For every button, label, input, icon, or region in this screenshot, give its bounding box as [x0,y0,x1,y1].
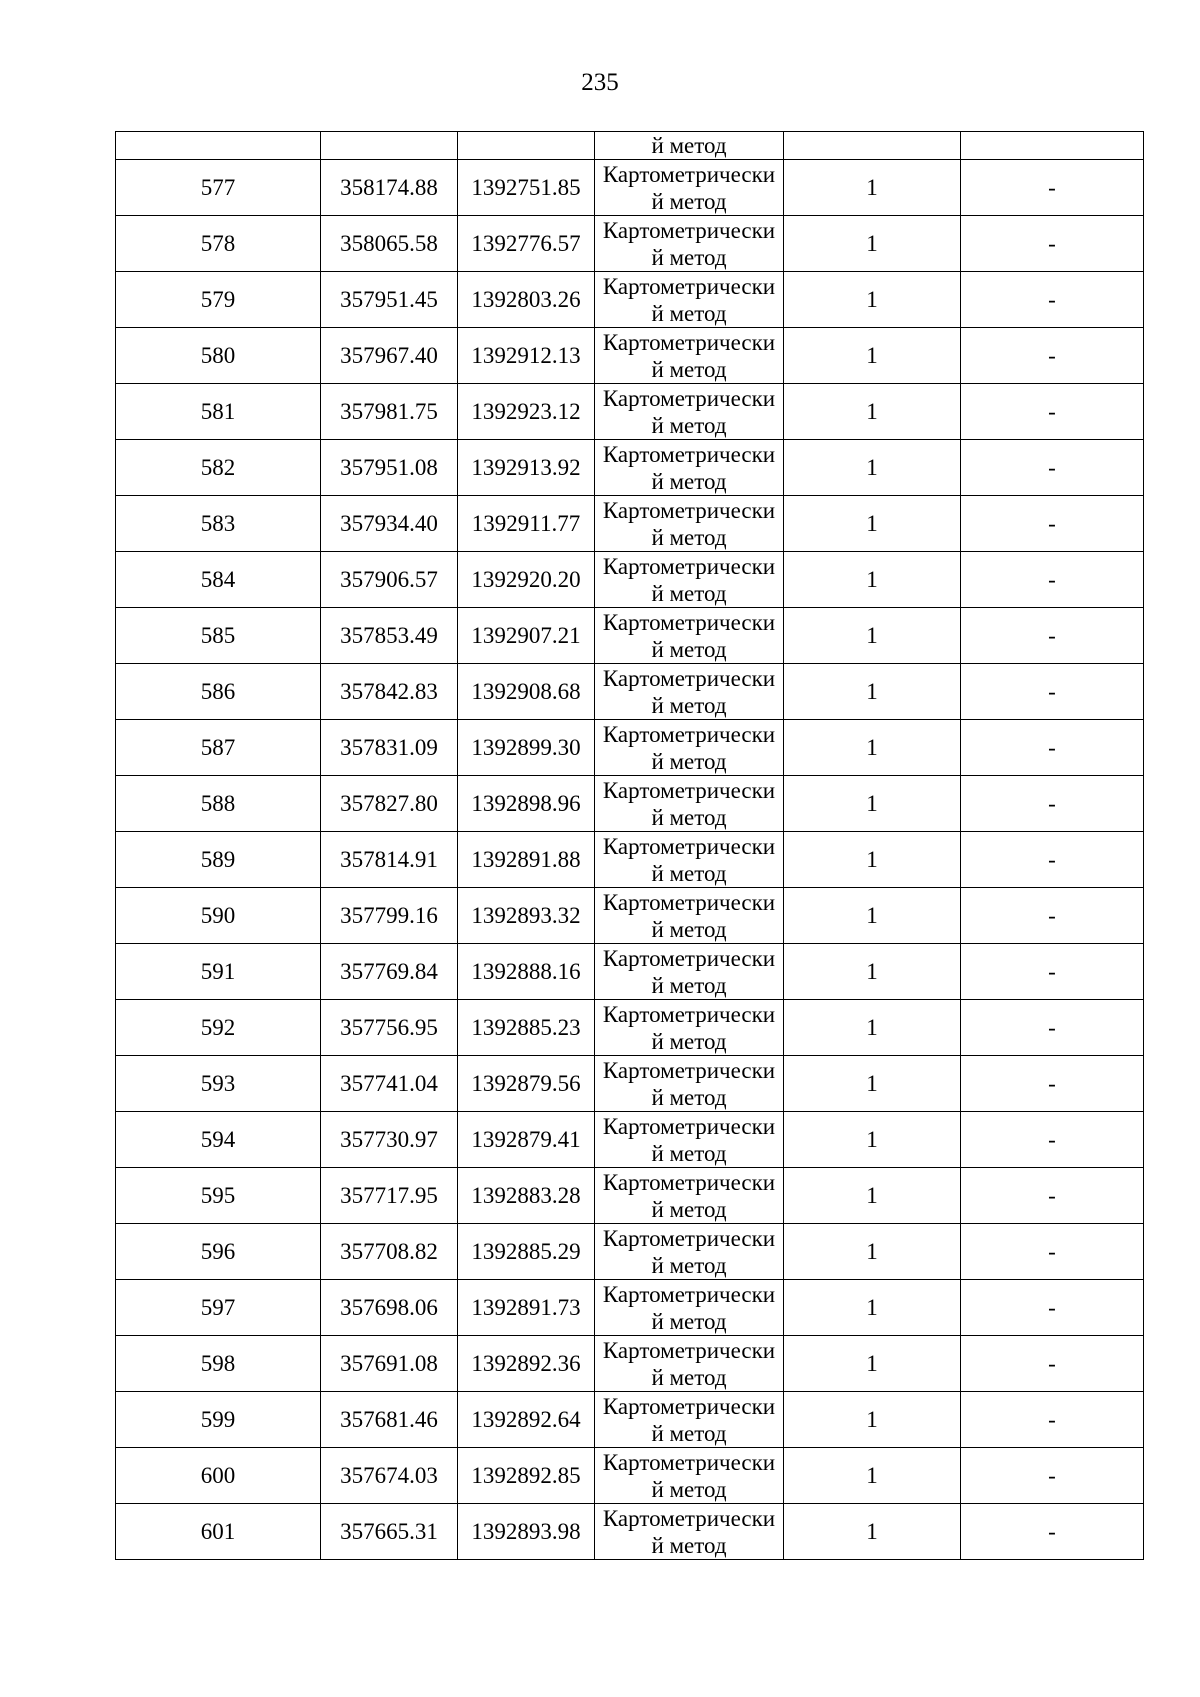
cell-x: 357842.83 [321,664,458,720]
table-row [116,888,1144,944]
cell-note: - [961,216,1144,272]
method-line: Картометрически [602,665,776,691]
method-line: Картометрически [602,945,776,971]
cell-num: 578 [116,216,321,272]
cell-y: 1392898.96 [458,776,595,832]
method-line: Картометрически [602,273,776,299]
cell-num [116,132,321,160]
cell-note: - [961,832,1144,888]
table-row [116,608,1144,664]
cell-num: 596 [116,1224,321,1280]
cell-x: 357769.84 [321,944,458,1000]
method-line: й метод [651,1308,727,1334]
cell-note: - [961,1224,1144,1280]
cell-note: - [961,1336,1144,1392]
method-line: Картометрически [602,329,776,355]
cell-note: - [961,1392,1144,1448]
cell-precision: 1 [784,328,961,384]
cell-y: 1392892.85 [458,1448,595,1504]
cell-y: 1392923.12 [458,384,595,440]
cell-y: 1392883.28 [458,1168,595,1224]
cell-precision: 1 [784,272,961,328]
cell-precision: 1 [784,1392,961,1448]
method-line: Картометрически [602,1001,776,1027]
table-row [116,440,1144,496]
cell-y: 1392879.56 [458,1056,595,1112]
cell-precision: 1 [784,608,961,664]
method-line: Картометрически [602,833,776,859]
cell-num: 585 [116,608,321,664]
cell-method [595,496,784,552]
cell-method [595,1336,784,1392]
cell-y: 1392893.32 [458,888,595,944]
method-line: й метод [651,412,727,438]
cell-num: 597 [116,1280,321,1336]
method-line: Картометрически [602,497,776,523]
cell-x: 357967.40 [321,328,458,384]
cell-x: 357741.04 [321,1056,458,1112]
method-line: й метод [651,1084,727,1110]
table-row [116,1168,1144,1224]
method-line: й метод [651,1476,727,1502]
cell-method [595,1112,784,1168]
cell-precision: 1 [784,664,961,720]
cell-y: 1392911.77 [458,496,595,552]
cell-x: 357756.95 [321,1000,458,1056]
cell-x: 357934.40 [321,496,458,552]
cell-precision: 1 [784,1000,961,1056]
cell-method [595,608,784,664]
cell-x: 357981.75 [321,384,458,440]
cell-method [595,888,784,944]
cell-precision: 1 [784,720,961,776]
cell-note: - [961,1280,1144,1336]
cell-num: 588 [116,776,321,832]
cell-x: 357691.08 [321,1336,458,1392]
method-line: Картометрически [602,161,776,187]
cell-note: - [961,1504,1144,1560]
cell-x: 357951.08 [321,440,458,496]
cell-method [595,1448,784,1504]
cell-y: 1392920.20 [458,552,595,608]
cell-precision: 1 [784,944,961,1000]
cell-y: 1392879.41 [458,1112,595,1168]
table-row [116,552,1144,608]
cell-precision: 1 [784,888,961,944]
method-line: Картометрически [602,217,776,243]
cell-note: - [961,1448,1144,1504]
method-line: й метод [651,1196,727,1222]
table-row [116,720,1144,776]
cell-note: - [961,664,1144,720]
cell-note: - [961,328,1144,384]
method-line: Картометрически [602,889,776,915]
cell-x: 357951.45 [321,272,458,328]
continuation-row [116,132,1144,160]
cell-num: 587 [116,720,321,776]
method-line: Картометрически [602,1169,776,1195]
method-line: й метод [651,804,727,830]
table-row [116,216,1144,272]
cell-num: 592 [116,1000,321,1056]
cell-precision: 1 [784,160,961,216]
cell-note: - [961,440,1144,496]
cell-note: - [961,1056,1144,1112]
cell-y: 1392899.30 [458,720,595,776]
cell-method [595,440,784,496]
method-line: Картометрически [602,1057,776,1083]
cell-note: - [961,1112,1144,1168]
cell-x: 357717.95 [321,1168,458,1224]
cell-method [595,1056,784,1112]
cell-note: - [961,496,1144,552]
cell-x: 357814.91 [321,832,458,888]
cell-num: 594 [116,1112,321,1168]
method-line: й метод [651,524,727,550]
cell-method: й метод [595,132,784,160]
method-line: й метод [651,300,727,326]
cell-precision: 1 [784,552,961,608]
cell-precision: 1 [784,1336,961,1392]
cell-method [595,552,784,608]
cell-num: 591 [116,944,321,1000]
cell-x: 357827.80 [321,776,458,832]
method-line: й метод [651,356,727,382]
cell-method [595,832,784,888]
cell-precision: 1 [784,496,961,552]
cell-method [595,1392,784,1448]
cell-x: 358065.58 [321,216,458,272]
cell-y: 1392912.13 [458,328,595,384]
cell-precision: 1 [784,1112,961,1168]
table-row [116,1056,1144,1112]
cell-method [595,1280,784,1336]
cell-note: - [961,888,1144,944]
cell-method [595,776,784,832]
cell-num: 577 [116,160,321,216]
cell-num: 595 [116,1168,321,1224]
cell-y: 1392803.26 [458,272,595,328]
cell-precision: 1 [784,440,961,496]
table-row [116,1112,1144,1168]
cell-y [458,132,595,160]
table-row [116,1448,1144,1504]
cell-method [595,328,784,384]
method-line: й метод [651,1252,727,1278]
table-row [116,1336,1144,1392]
method-line: Картометрически [602,1225,776,1251]
cell-method [595,720,784,776]
cell-x: 357708.82 [321,1224,458,1280]
cell-y: 1392891.88 [458,832,595,888]
cell-precision [784,132,961,160]
cell-note: - [961,944,1144,1000]
cell-note: - [961,1168,1144,1224]
cell-method [595,384,784,440]
cell-num: 584 [116,552,321,608]
method-line: й метод [651,1364,727,1390]
table-row [116,664,1144,720]
cell-x: 357681.46 [321,1392,458,1448]
method-line: Картометрически [602,441,776,467]
method-line: Картометрически [602,1281,776,1307]
method-line: й метод [651,972,727,998]
cell-num: 601 [116,1504,321,1560]
method-line: Картометрически [602,1393,776,1419]
method-line: й метод [651,244,727,270]
cell-x: 357853.49 [321,608,458,664]
cell-y: 1392885.29 [458,1224,595,1280]
cell-method [595,216,784,272]
table-row [116,384,1144,440]
cell-x: 357665.31 [321,1504,458,1560]
cell-y: 1392891.73 [458,1280,595,1336]
cell-y: 1392888.16 [458,944,595,1000]
cell-note: - [961,272,1144,328]
cell-num: 581 [116,384,321,440]
table-row [116,1000,1144,1056]
method-line: й метод [651,636,727,662]
cell-note: - [961,608,1144,664]
cell-y: 1392907.21 [458,608,595,664]
table-row [116,1392,1144,1448]
method-line: Картометрически [602,609,776,635]
method-line: й метод [651,860,727,886]
cell-x: 358174.88 [321,160,458,216]
cell-num: 590 [116,888,321,944]
cell-y: 1392751.85 [458,160,595,216]
method-line: й метод [651,1532,727,1558]
table-row [116,160,1144,216]
cell-num: 600 [116,1448,321,1504]
cell-x: 357799.16 [321,888,458,944]
method-line: й метод [651,1140,727,1166]
cell-method [595,664,784,720]
cell-y: 1392908.68 [458,664,595,720]
table-row [116,944,1144,1000]
method-line: й метод [651,1420,727,1446]
cell-note [961,132,1144,160]
method-line: й метод [651,468,727,494]
cell-x: 357831.09 [321,720,458,776]
cell-x [321,132,458,160]
cell-precision: 1 [784,1280,961,1336]
table-row [116,1224,1144,1280]
cell-num: 579 [116,272,321,328]
cell-precision: 1 [784,776,961,832]
cell-note: - [961,384,1144,440]
cell-note: - [961,160,1144,216]
cell-num: 593 [116,1056,321,1112]
cell-y: 1392892.64 [458,1392,595,1448]
cell-note: - [961,720,1144,776]
coordinates-table [115,131,1144,1560]
cell-precision: 1 [784,1056,961,1112]
table-row [116,496,1144,552]
method-line: Картометрически [602,1505,776,1531]
method-line: Картометрически [602,777,776,803]
cell-y: 1392892.36 [458,1336,595,1392]
method-line: Картометрически [602,385,776,411]
cell-x: 357674.03 [321,1448,458,1504]
cell-precision: 1 [784,1168,961,1224]
table-row [116,328,1144,384]
cell-method [595,1504,784,1560]
cell-precision: 1 [784,1224,961,1280]
table-row [116,832,1144,888]
method-line: й метод [651,188,727,214]
method-line: й метод [651,748,727,774]
table-row [116,1280,1144,1336]
method-line: Картометрически [602,1449,776,1475]
method-line: Картометрически [602,1113,776,1139]
cell-method [595,1000,784,1056]
cell-y: 1392776.57 [458,216,595,272]
table-body [116,132,1144,1560]
method-line: й метод [651,1028,727,1054]
cell-note: - [961,776,1144,832]
cell-method [595,944,784,1000]
cell-precision: 1 [784,1504,961,1560]
cell-num: 598 [116,1336,321,1392]
cell-num: 599 [116,1392,321,1448]
cell-num: 580 [116,328,321,384]
cell-precision: 1 [784,832,961,888]
method-line: Картометрически [602,553,776,579]
cell-num: 586 [116,664,321,720]
method-line: й метод [651,692,727,718]
method-line: й метод [651,580,727,606]
cell-method [595,160,784,216]
cell-num: 589 [116,832,321,888]
table-row [116,776,1144,832]
cell-y: 1392913.92 [458,440,595,496]
table-row [116,1504,1144,1560]
cell-note: - [961,552,1144,608]
cell-precision: 1 [784,1448,961,1504]
method-line: Картометрически [602,721,776,747]
cell-y: 1392885.23 [458,1000,595,1056]
cell-method [595,1168,784,1224]
cell-y: 1392893.98 [458,1504,595,1560]
cell-method [595,272,784,328]
method-line: Картометрически [602,1337,776,1363]
cell-method [595,1224,784,1280]
cell-x: 357698.06 [321,1280,458,1336]
cell-precision: 1 [784,216,961,272]
cell-x: 357730.97 [321,1112,458,1168]
cell-note: - [961,1000,1144,1056]
cell-num: 583 [116,496,321,552]
cell-num: 582 [116,440,321,496]
table-row [116,272,1144,328]
method-line: й метод [651,916,727,942]
cell-precision: 1 [784,384,961,440]
page-number: 235 [581,69,619,96]
cell-x: 357906.57 [321,552,458,608]
